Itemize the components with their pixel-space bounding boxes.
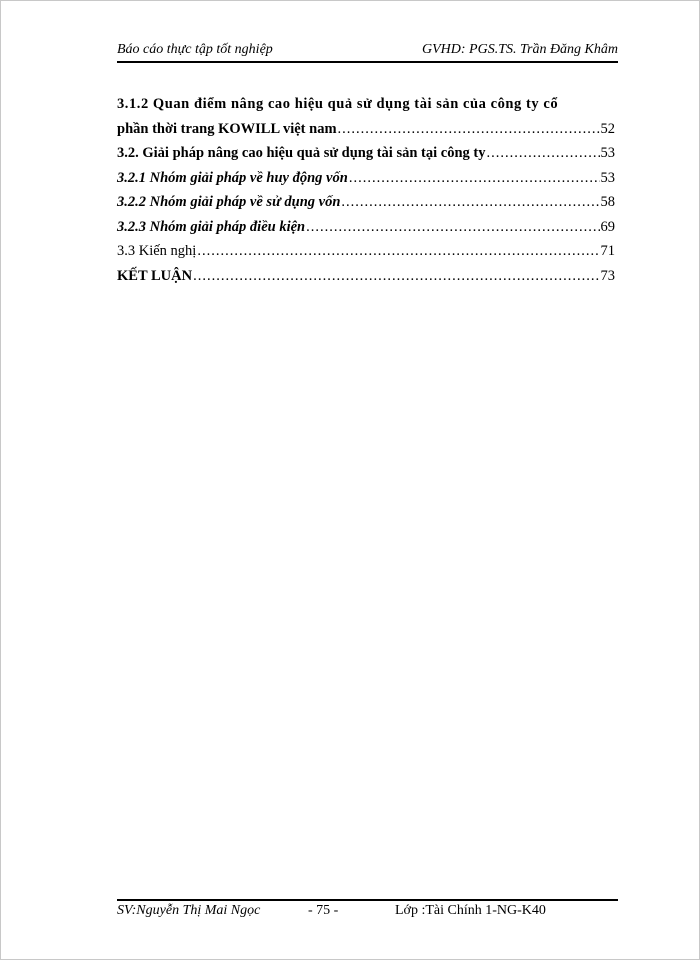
toc-page-number: 73 bbox=[600, 267, 615, 284]
toc-page-number: 53 bbox=[600, 169, 615, 186]
class-name: Lớp :Tài Chính 1-NG-K40 bbox=[395, 903, 546, 918]
toc-item-3-2-2[interactable] bbox=[117, 194, 615, 219]
toc-page-number: 52 bbox=[600, 120, 615, 137]
toc-item-3-2[interactable] bbox=[117, 145, 615, 170]
toc-item-3-2-1[interactable] bbox=[117, 170, 615, 195]
toc-item-title: 3.2.2 Nhóm giải pháp về sử dụng vốn bbox=[117, 194, 341, 210]
toc-item-title: 3.2.3 Nhóm giải pháp điều kiện bbox=[117, 218, 306, 235]
toc-item-title: 3.2.1 Nhóm giải pháp về huy động vốn bbox=[117, 169, 348, 186]
header-divider bbox=[117, 61, 618, 63]
toc-page-number: 69 bbox=[600, 218, 615, 235]
toc-item-title: phần thời trang KOWILL việt nam bbox=[117, 120, 337, 137]
toc-item-3-3[interactable] bbox=[117, 243, 615, 268]
footer-divider bbox=[117, 899, 618, 901]
toc-leader-dots bbox=[338, 121, 600, 138]
page-number: - 75 - bbox=[308, 903, 339, 918]
toc-item-conclusion[interactable] bbox=[117, 268, 615, 293]
toc-item-3-1-2-line2[interactable] bbox=[117, 121, 615, 146]
advisor-name: GVHD: PGS.TS. Trần Đăng Khâm bbox=[421, 42, 618, 57]
toc-item-title: 3.1.2 Quan điểm nâng cao hiệu quả sử dụng tài sản của công ty cổ bbox=[117, 96, 559, 112]
toc-item-3-2-3[interactable] bbox=[117, 219, 615, 244]
toc-leader-dots bbox=[193, 268, 599, 285]
toc-item-title: KẾT LUẬN bbox=[117, 267, 193, 284]
table-of-contents bbox=[117, 96, 615, 292]
toc-item-title: 3.2. Giải pháp nâng cao hiệu quả sử dụng tài sản tại công ty bbox=[117, 145, 486, 161]
report-title: Báo cáo thực tập tốt nghiệp bbox=[117, 42, 273, 57]
toc-leader-dots bbox=[349, 170, 600, 187]
toc-page-number: 58 bbox=[600, 194, 615, 210]
toc-item-title: 3.3 Kiến nghị bbox=[117, 243, 197, 259]
student-name: SV:Nguyễn Thị Mai Ngọc bbox=[117, 903, 261, 918]
toc-page-number: 53 bbox=[600, 145, 615, 161]
page-footer bbox=[117, 903, 618, 921]
toc-item-3-1-2-line1[interactable] bbox=[117, 96, 615, 121]
toc-leader-dots bbox=[197, 243, 599, 260]
toc-leader-dots bbox=[306, 219, 599, 236]
toc-leader-dots bbox=[341, 194, 599, 211]
toc-leader-dots bbox=[486, 145, 599, 162]
toc-page-number: 71 bbox=[600, 243, 615, 259]
page-header bbox=[117, 40, 618, 60]
